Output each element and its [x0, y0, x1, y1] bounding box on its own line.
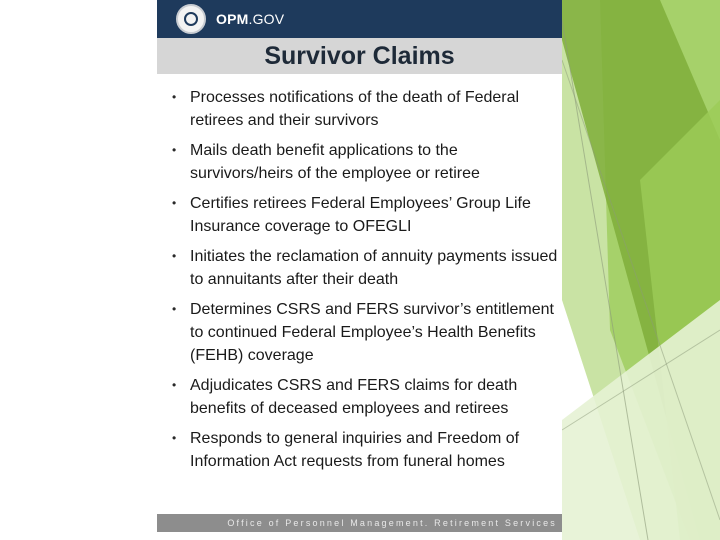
- bullet-text: Responds to general inquiries and Freedom of Information Act requests from funeral homes: [190, 430, 520, 470]
- bullet-text: Adjudicates CSRS and FERS claims for death benefits of deceased employees and retirees: [190, 377, 518, 417]
- bullet-item: [169, 139, 561, 185]
- green-shape-bright: [640, 100, 720, 540]
- bullet-icon: •: [172, 431, 177, 445]
- footer-text: Office of Personnel Management. Retirement Services: [227, 518, 557, 528]
- title-band: [157, 38, 562, 74]
- logo-text-bold: OPM: [216, 11, 249, 27]
- bullet-text: Initiates the reclamation of annuity payments issued to annuitants after their death: [190, 248, 558, 288]
- bullet-text: Processes notifications of the death of Federal retirees and their survivors: [190, 89, 520, 129]
- green-shape-dark: [562, 0, 720, 540]
- green-shape-mid: [600, 0, 720, 540]
- bullet-item: [169, 86, 561, 132]
- footer-band: [157, 514, 562, 532]
- bullet-item: [169, 192, 561, 238]
- opm-logo-text[interactable]: [216, 11, 284, 27]
- green-shape-light: [562, 0, 720, 540]
- bullet-text: Mails death benefit applications to the survivors/heirs of the employee or retiree: [190, 142, 480, 182]
- bullet-icon: •: [172, 249, 177, 263]
- bullet-list: [169, 86, 561, 480]
- bullet-item: [169, 298, 561, 367]
- slide-title: Survivor Claims: [264, 42, 455, 70]
- bullet-icon: •: [172, 378, 177, 392]
- bullet-icon: •: [172, 196, 177, 210]
- bullet-text: Determines CSRS and FERS survivor’s entitlement to continued Federal Employee’s Health Benefits (FEHB) coverage: [190, 301, 554, 364]
- thin-line-2: [562, 60, 720, 520]
- green-shape-pale: [562, 300, 720, 540]
- opm-seal-icon: [176, 4, 206, 34]
- bullet-icon: •: [172, 302, 177, 316]
- header-bar: [157, 0, 562, 38]
- thin-line-3: [562, 330, 720, 430]
- bullet-icon: •: [172, 143, 177, 157]
- bullet-text: Certifies retirees Federal Employees’ Group Life Insurance coverage to OFEGLI: [190, 195, 531, 235]
- slide: [157, 0, 562, 532]
- thin-line-1: [562, 20, 648, 540]
- bullet-icon: •: [172, 90, 177, 104]
- bullet-item: [169, 374, 561, 420]
- bullet-item: [169, 245, 561, 291]
- logo-text-rest: .GOV: [248, 11, 285, 27]
- bullet-item: [169, 427, 561, 473]
